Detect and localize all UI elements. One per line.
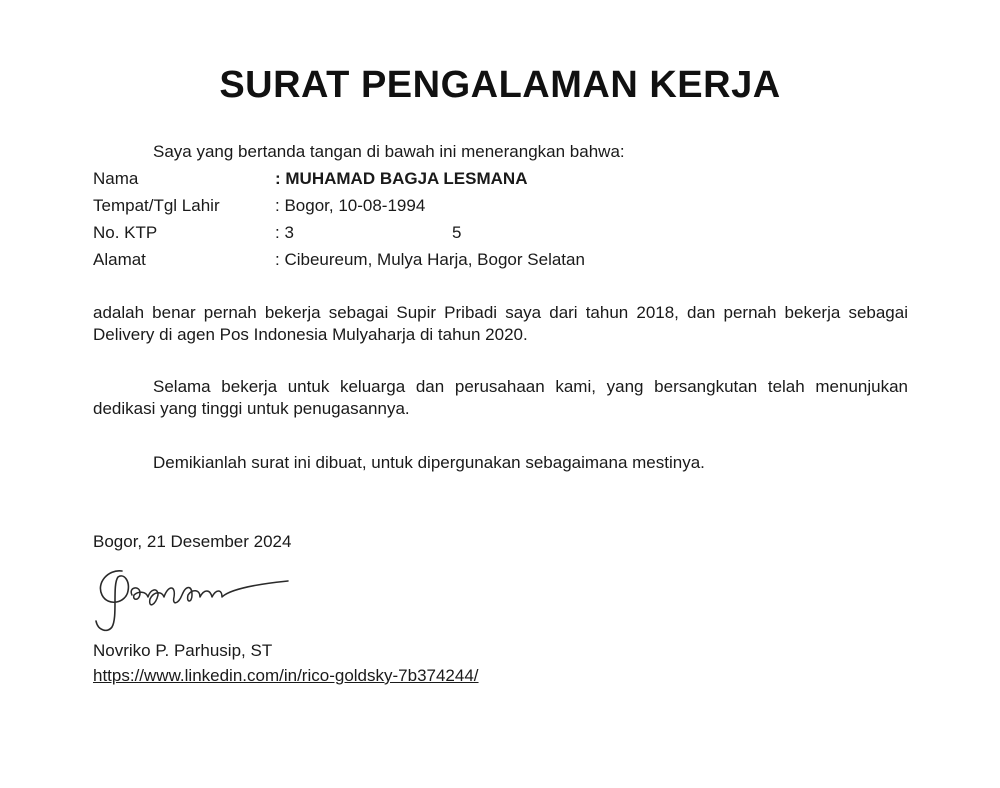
- field-label-no-ktp: No. KTP: [93, 223, 158, 242]
- field-label-tempat-tgl-lahir: Tempat/Tgl Lahir: [93, 196, 220, 215]
- paragraph-dedication: Selama bekerja untuk keluarga dan perusahaan kami, yang bersangkutan telah menunjukan dedikasi yang tinggi untuk penugasannya.: [93, 377, 908, 418]
- place-date: Bogor, 21 Desember 2024: [93, 532, 292, 551]
- field-label-alamat: Alamat: [93, 250, 146, 269]
- ktp-visible-suffix: 5: [452, 223, 462, 242]
- field-label-nama: Nama: [93, 169, 139, 188]
- field-value-no-ktp: [275, 222, 452, 244]
- field-value-tempat-tgl-lahir: : Bogor, 10-08-1994: [275, 196, 426, 215]
- field-value-alamat: : Cibeureum, Mulya Harja, Bogor Selatan: [275, 250, 585, 269]
- ktp-redaction: [294, 227, 452, 241]
- document-title: SURAT PENGALAMAN KERJA: [219, 64, 781, 106]
- paragraph-closing: Demikianlah surat ini dibuat, untuk dipergunakan sebagaimana mestinya.: [153, 453, 705, 472]
- ktp-visible-prefix: : 3: [275, 223, 294, 242]
- signer-name: Novriko P. Parhusip, ST: [93, 641, 273, 660]
- handwritten-signature: [88, 555, 298, 635]
- paragraph-employment: adalah benar pernah bekerja sebagai Supir Pribadi saya dari tahun 2018, dan pernah bekerja sebagai Delivery di agen Pos Indonesia Mulyaharja di tahun 2020.: [93, 303, 908, 344]
- field-value-nama: : MUHAMAD BAGJA LESMANA: [275, 169, 528, 188]
- linkedin-link[interactable]: https://www.linkedin.com/in/rico-goldsky-7b374244/: [93, 666, 479, 685]
- intro-text: Saya yang bertanda tangan di bawah ini menerangkan bahwa:: [153, 142, 625, 161]
